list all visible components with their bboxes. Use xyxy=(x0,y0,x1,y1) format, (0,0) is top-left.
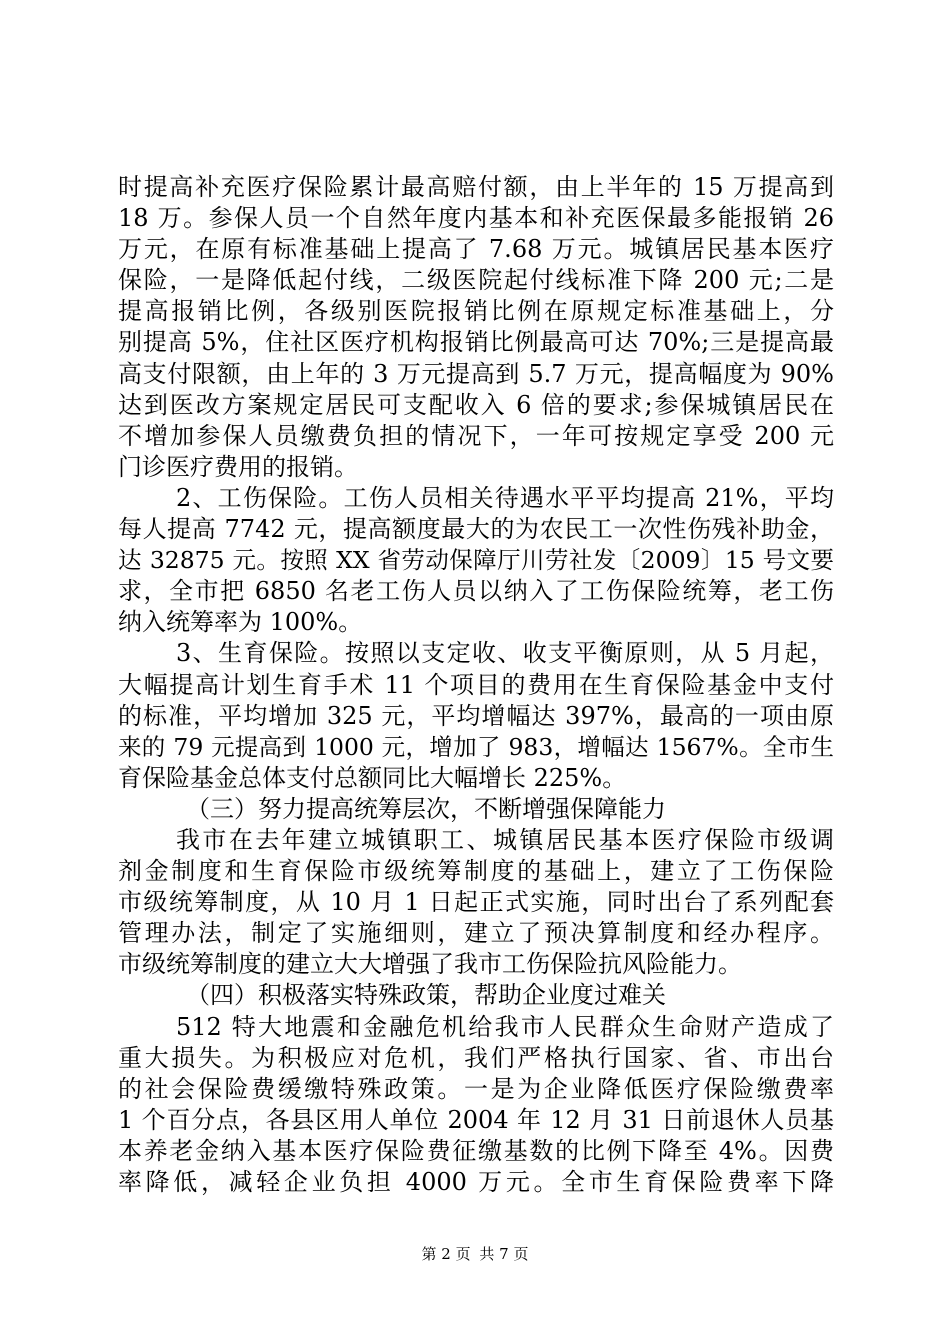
text-line: 不增加参保人员缴费负担的情况下，一年可按规定享受 200 元 xyxy=(118,421,834,450)
text-line: 提高报销比例，各级别医院报销比例在原规定标准基础上，分 xyxy=(118,297,834,326)
text-line: 的标准，平均增加 325 元，平均增幅达 397%，最高的一项由原 xyxy=(118,701,834,730)
text-line: 每人提高 7742 元，提高额度最大的为农民工一次性伤残补助金， xyxy=(118,515,834,544)
text-line: 大幅提高计划生育手术 11 个项目的费用在生育保险基金中支付 xyxy=(118,670,834,699)
text-line: 剂金制度和生育保险市级统筹制度的基础上，建立了工伤保险 xyxy=(118,857,834,886)
section-heading: （三）努力提高统筹层次，不断增强保障能力 xyxy=(186,794,666,823)
text-line: 保险，一是降低起付线，二级医院起付线标准下降 200 元;二是 xyxy=(118,266,834,295)
text-line: 市级统筹制度的建立大大增强了我市工伤保险抗风险能力。 xyxy=(118,950,742,979)
text-line: 求，全市把 6850 名老工伤人员以纳入了工伤保险统筹，老工伤 xyxy=(118,577,834,606)
section-heading-line: 3、生育保险。按照以支定收、收支平衡原则，从 5 月起， xyxy=(176,639,834,668)
text-line: 重大损失。为积极应对危机，我们严格执行国家、省、市出台 xyxy=(118,1043,834,1072)
page-footer xyxy=(0,1243,950,1264)
text-line: 512 特大地震和金融危机给我市人民群众生命财产造成了 xyxy=(176,1012,834,1041)
text-line: 率降低，减轻企业负担 4000 万元。全市生育保险费率下降 xyxy=(118,1168,834,1196)
text-line: 万元，在原有标准基础上提高了 7.68 万元。城镇居民基本医疗 xyxy=(118,235,834,264)
text-line: 市级统筹制度，从 10 月 1 日起正式实施，同时出台了系列配套 xyxy=(118,888,834,917)
text-line: 门诊医疗费用的报销。 xyxy=(118,452,358,481)
document-body xyxy=(118,172,834,1198)
text-line: 1 个百分点，各县区用人单位 2004 年 12 月 31 日前退休人员基 xyxy=(118,1105,834,1134)
text-line: 我市在去年建立城镇职工、城镇居民基本医疗保险市级调 xyxy=(176,825,834,854)
text-line: 的社会保险费缓缴特殊政策。一是为企业降低医疗保险缴费率 xyxy=(118,1074,834,1103)
text-line: 高支付限额，由上年的 3 万元提高到 5.7 万元，提高幅度为 90% xyxy=(118,359,834,388)
text-line: 达到医改方案规定居民可支配收入 6 倍的要求;参保城镇居民在 xyxy=(118,390,834,419)
text-line: 育保险基金总体支付总额同比大幅增长 225%。 xyxy=(118,763,627,792)
text-line: 管理办法，制定了实施细则，建立了预决算制度和经办程序。 xyxy=(118,919,834,948)
text-line: 本养老金纳入基本医疗保险费征缴基数的比例下降至 4%。因费 xyxy=(118,1136,834,1165)
text-line: 时提高补充医疗保险累计最高赔付额，由上半年的 15 万提高到 xyxy=(118,173,834,201)
section-heading: （四）积极落实特殊政策，帮助企业度过难关 xyxy=(186,981,666,1010)
text-line: 纳入统筹率为 100%。 xyxy=(118,608,363,637)
section-heading-line: 2、工伤保险。工伤人员相关待遇水平平均提高 21%，平均 xyxy=(176,483,834,512)
page-number: 第 2 页 xyxy=(421,1245,471,1263)
page-total: 共 7 页 xyxy=(479,1245,529,1263)
text-line: 别提高 5%，住社区医疗机构报销比例最高可达 70%;三是提高最 xyxy=(118,328,834,357)
text-line: 来的 79 元提高到 1000 元，增加了 983，增幅达 1567%。全市生 xyxy=(118,732,834,761)
text-line: 18 万。参保人员一个自然年度内基本和补充医保最多能报销 26 xyxy=(118,204,834,233)
text-line: 达 32875 元。按照 XX 省劳动保障厅川劳社发〔2009〕15 号文要 xyxy=(118,546,834,575)
